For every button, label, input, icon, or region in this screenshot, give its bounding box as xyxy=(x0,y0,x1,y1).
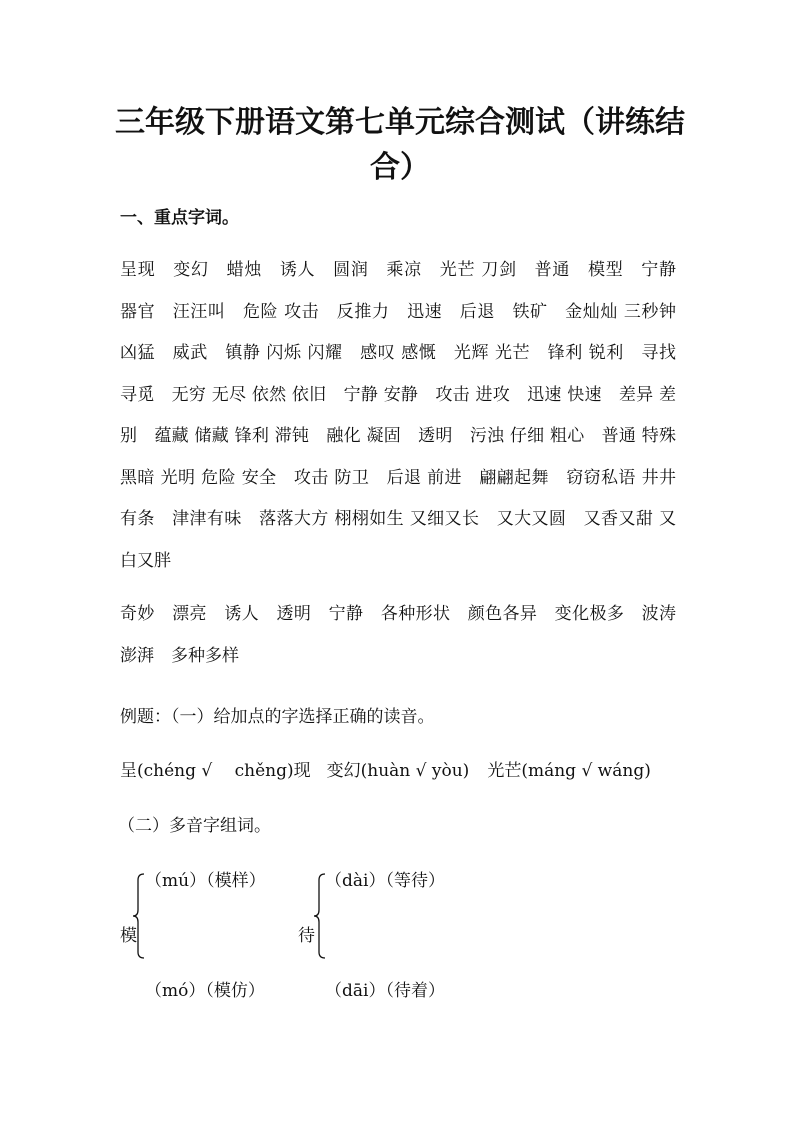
polyphone-reading-bottom: （mó）（模仿） xyxy=(145,981,265,1001)
polyphone-reading-top: （dài）（等待） xyxy=(325,871,445,891)
key-words-list: 呈现 变幻 蜡烛 诱人 圆润 乘凉 光芒 刀剑 普通 模型 宁静 器官 汪汪叫 危险 攻击 反推力 迅速 后退 铁矿 金灿灿 三秒钟 凶猛 威武 镇静 闪烁 闪耀 感叹 感慨 光辉 光芒 锋利 锐利 寻找 寻觅 无穷 无尽 依然 依旧 宁静 安静 攻击 进攻 迅速 快速 差异 差别 蕴藏 储藏 锋利 滞钝 融化 凝固 透明 污浊 仔细 粗心 普通 特殊 黑暗 光明 危险 安全 攻击 防卫 后退 前进 翩翩起舞 窃窃私语 井井有条 津津有味 落落大方 栩栩如生 又细又长 又大又圆 又香又甜 又白又胖 xyxy=(120,260,693,571)
pinyin-choice-line xyxy=(120,756,651,781)
polyphone-question-title: （二）多音字组词。 xyxy=(118,816,271,836)
descriptive-words-list: 奇妙 漂亮 诱人 透明 宁静 各种形状 颜色各异 变化极多 波涛澎湃 多种多样 xyxy=(120,604,676,666)
polyphone-char: 待 xyxy=(298,926,315,946)
curly-brace-icon xyxy=(132,870,146,962)
pinyin-item: 光芒(máng √ wáng) xyxy=(487,761,651,781)
section-heading-key-words: 一、重点字词。 xyxy=(120,208,239,228)
polyphone-reading-top: （mú）（模样） xyxy=(145,871,266,891)
polyphone-char: 模 xyxy=(120,926,137,946)
page-title: 三年级下册语文第七单元综合测试（讲练结合） xyxy=(115,105,685,185)
pinyin-item: 变幻(huàn √ yòu) xyxy=(326,761,470,781)
pinyin-item: 呈(chéng √ chěng)现 xyxy=(120,761,311,781)
example-question-title: 例题：（一）给加点的字选择正确的读音。 xyxy=(120,707,435,727)
polyphone-reading-bottom: （dāi）（待着） xyxy=(325,981,445,1001)
